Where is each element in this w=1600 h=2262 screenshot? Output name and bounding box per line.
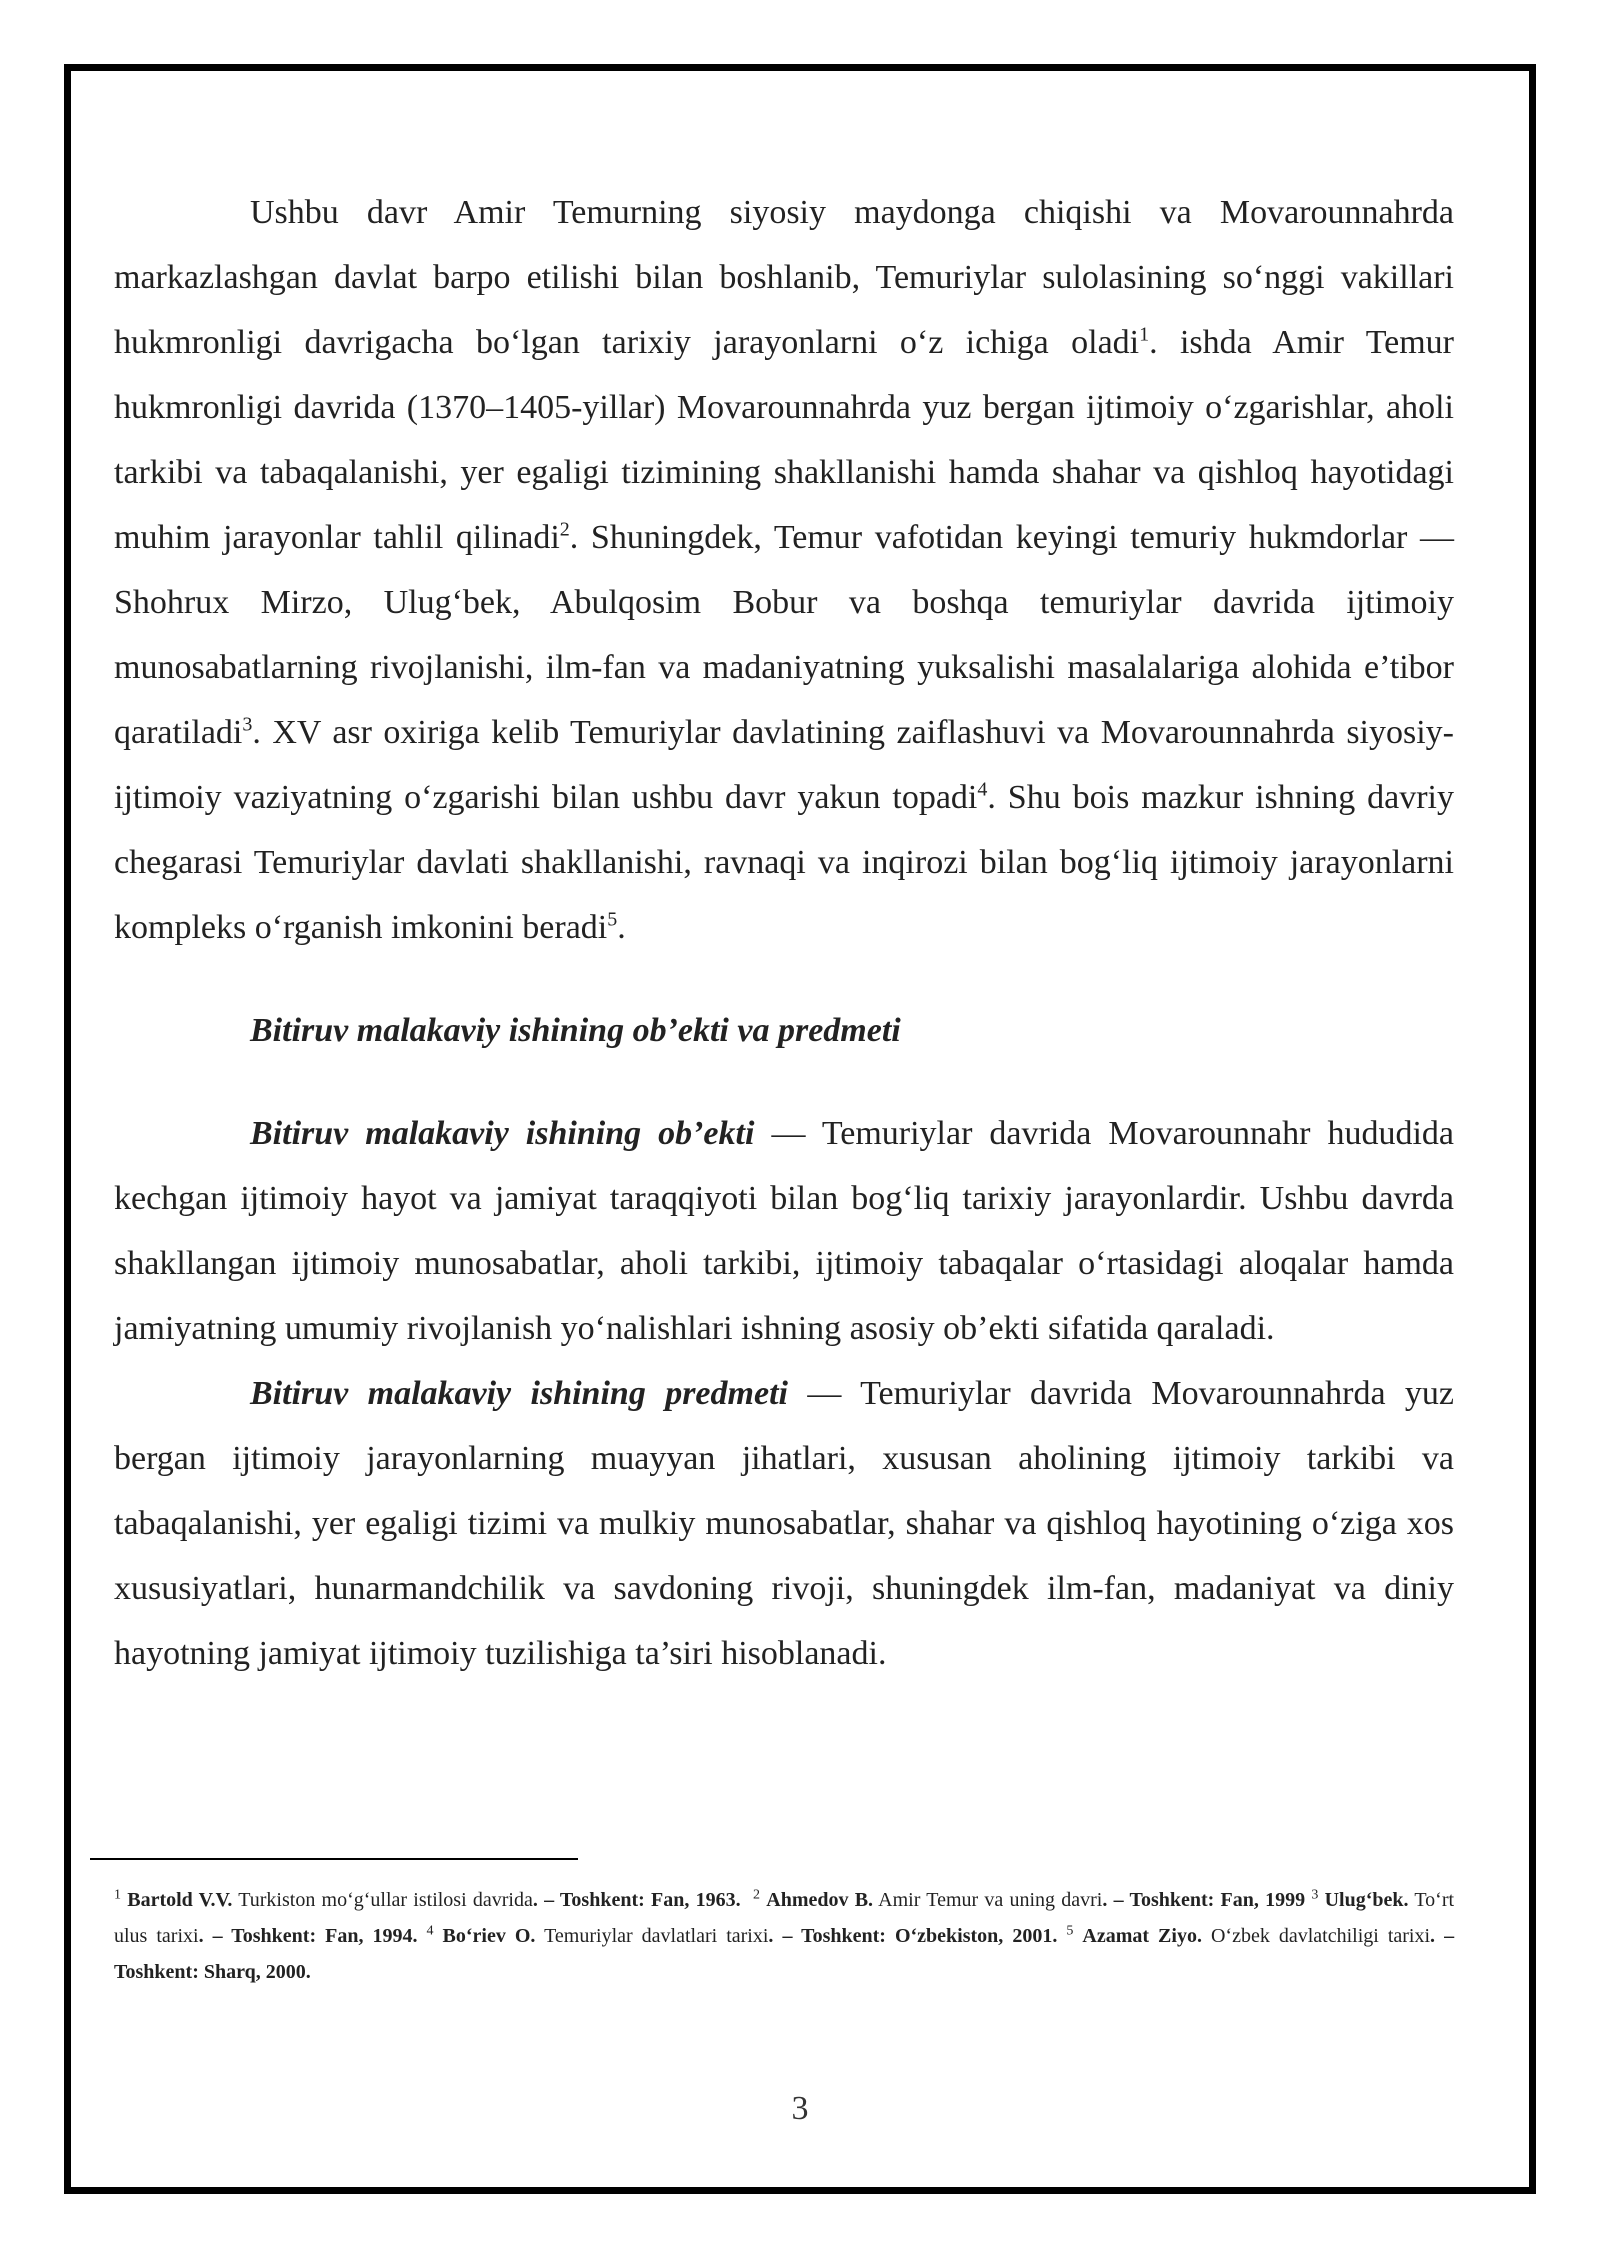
term-object: Bitiruv malakaviy ishining ob’ekti: [250, 1115, 755, 1152]
footnote-title: Turkiston mo‘g‘ullar istilosi davrida: [232, 1889, 533, 1911]
footnote-title: Temuriylar davlatlari tarixi: [535, 1925, 769, 1947]
paragraph-object: [114, 1101, 1454, 1361]
footnote-ref[interactable]: 3: [242, 713, 253, 736]
footnotes: [114, 1882, 1454, 1990]
footnote-separator: [90, 1858, 578, 1860]
footnote-author: Bartold V.V.: [127, 1889, 233, 1911]
footnote-publisher: . – Toshkent: Fan, 1994.: [198, 1925, 418, 1947]
footnote-number: 3: [1311, 1887, 1319, 1903]
footnote-number: 4: [426, 1923, 434, 1939]
term-subject: Bitiruv malakaviy ishining predmeti: [250, 1375, 788, 1412]
footnote-publisher: . – Toshkent: O‘zbekiston, 2001.: [768, 1925, 1058, 1947]
paragraph-text: . Shuningdek, Temur vafotidan keyingi temuriy hukmdorlar — Shohrux Mirzo, Ulug‘bek, Abulqosim Bobur va boshqa temuriylar davrida ijtimoiy munosabatlarning rivojlanishi, ilm-fan va madaniyatning yuksalishi masalalariga alohida e’tibor qaratiladi: [114, 519, 1454, 751]
footnote-ref[interactable]: 4: [977, 778, 988, 801]
paragraph-period-scope: [114, 180, 1454, 960]
footnote-author: Ulug‘bek.: [1324, 1889, 1409, 1911]
footnote-number: 1: [114, 1887, 121, 1903]
paragraph-text: — Temuriylar davrida Movarounnahrda yuz bergan ijtimoiy jarayonlarning muayyan jihatlari, xususan aholining ijtimoiy tarkibi va tabaqalanishi, yer egaligi tizimi va mulkiy munosabatlar, shahar va qishloq hayotining o‘ziga xos xususiyatlari, hunarmandchilik va savdoning rivoji, shuningdek ilm-fan, madaniyat va diniy hayotning jamiyat ijtimoiy tuzilishiga ta’siri hisoblanadi.: [114, 1375, 1454, 1672]
footnote-ref[interactable]: 5: [607, 908, 618, 931]
paragraph-text: .: [617, 909, 626, 946]
footnote-ref[interactable]: 2: [559, 518, 570, 541]
footnote-title: Amir Temur va uning davri: [873, 1889, 1103, 1911]
paragraph-text: . Shu bois mazkur ishning davriy chegarasi Temuriylar davlati shakllanishi, ravnaqi va inqirozi bilan bog‘liq ijtimoiy jarayonlarni kompleks o‘rganish imkonini beradi: [114, 779, 1454, 946]
footnote-title: To‘rt ulus tarixi: [114, 1889, 1455, 1947]
paragraph-text: — Temuriylar davrida Movarounnahr hududida kechgan ijtimoiy hayot va jamiyat taraqqiyoti bilan bog‘liq tarixiy jarayonlardir. Ushbu davrda shakllangan ijtimoiy munosabatlar, aholi tarkibi, ijtimoiy tabaqalar o‘rtasidagi aloqalar hamda jamiyatning umumiy rivojlanish yo‘nalishlari ishning asosiy ob’ekti sifatida qaraladi.: [114, 1115, 1454, 1347]
footnote-ref[interactable]: 1: [1139, 323, 1150, 346]
paragraph-text: . XV asr oxiriga kelib Temuriylar davlatining zaiflashuvi va Movarounnahrda siyosiy-ijtimoiy vaziyatning o‘zgarishi bilan ushbu davr yakun topadi: [114, 714, 1454, 816]
footnote-number: 2: [753, 1887, 761, 1903]
body-text: [114, 180, 1454, 1686]
paragraph-text: . ishda Amir Temur hukmronligi davrida (1370–1405-yillar) Movarounnahrda yuz bergan ijtimoiy o‘zgarishlar, aholi tarkibi va tabaqalanishi, yer egaligi tizimining shakllanishi hamda shahar va qishloq hayotidagi muhim jarayonlar tahlil qilinadi: [114, 324, 1454, 556]
footnote-publisher: . – Toshkent: Sharq, 2000.: [114, 1925, 1455, 1983]
page-number: 3: [791, 2090, 809, 2127]
paragraph-text: Ushbu davr Amir Temurning siyosiy maydonga chiqishi va Movarounnahrda markazlashgan davlat barpo etilishi bilan boshlanib, Temuriylar sulolasining so‘nggi vakillari hukmronligi davrigacha bo‘lgan tarixiy jarayonlarni o‘z ichiga oladi: [114, 194, 1454, 361]
footnote-number: 5: [1066, 1923, 1074, 1939]
footnote-publisher: . – Toshkent: Fan, 1963.: [532, 1889, 741, 1911]
footnote-author: Bo‘riev O.: [442, 1925, 536, 1947]
footnote-publisher: . – Toshkent: Fan, 1999: [1102, 1889, 1306, 1911]
footnote-author: Ahmedov B.: [766, 1889, 874, 1911]
footnote-title: O‘zbek davlatchiligi tarixi: [1201, 1925, 1431, 1947]
footnote-author: Azamat Ziyo.: [1082, 1925, 1202, 1947]
paragraph-subject: [114, 1361, 1454, 1686]
section-heading: Bitiruv malakaviy ishining ob’ekti va predmeti: [250, 1012, 901, 1049]
